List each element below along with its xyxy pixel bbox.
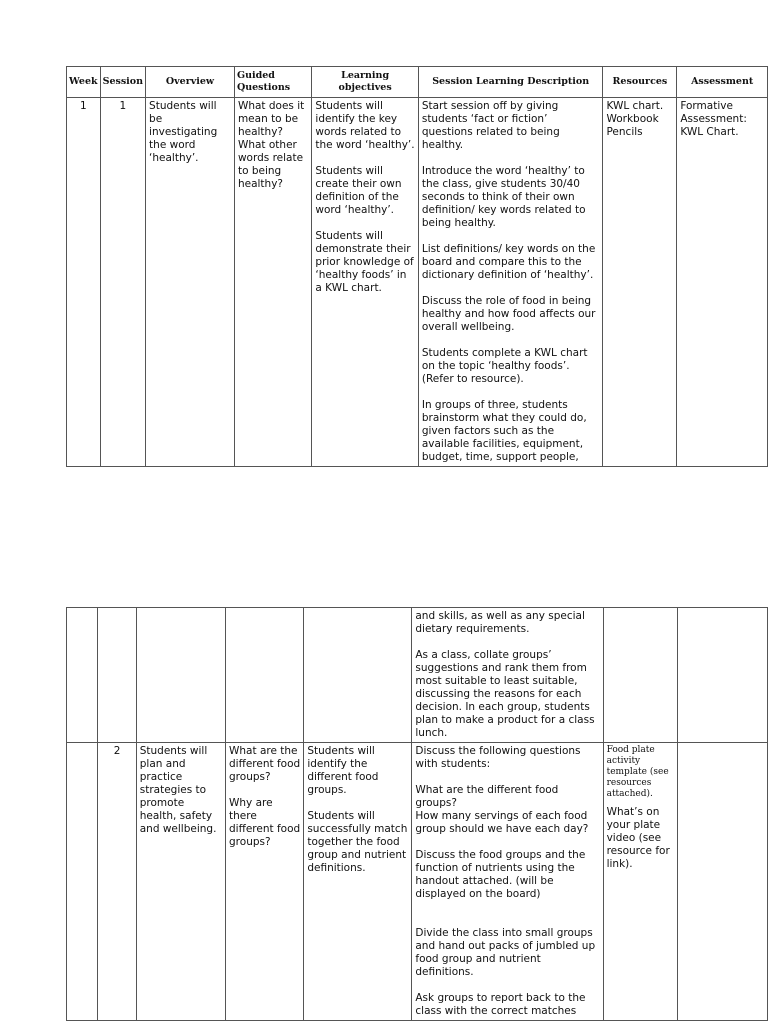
guided-questions-cell: [226, 608, 304, 743]
description-text: Discuss the role of food in being healthy and how food affects our overall wellbeing.: [421, 295, 596, 333]
description-text: and skills, as well as any special dietary requirements.: [415, 610, 585, 635]
lesson-plan-table-page-1: [66, 66, 768, 467]
description-cell: [412, 743, 603, 1021]
resource-text: Food plate activity template (see resources attached).: [606, 745, 669, 799]
description-text: Divide the class into small groups and hand out packs of jumbled up food group and nutrient definitions.: [415, 927, 596, 978]
overview-cell: Students will plan and practice strategies to promote health, safety and wellbeing.: [136, 743, 225, 1021]
objective-text: Students will create their own definition of the word ‘healthy’.: [315, 165, 402, 216]
description-text: List definitions/ key words on the board and compare this to the dictionary definition of ‘healthy’.: [421, 243, 596, 281]
header-session-description: Session Learning Description: [418, 67, 603, 98]
table-row: [67, 743, 768, 1021]
resources-cell: [603, 743, 677, 1021]
description-text: What are the different food groups? How many servings of each food group should we have each day?: [415, 784, 589, 835]
table-row: [67, 608, 768, 743]
description-text: As a class, collate groups’ suggestions and rank them from most suitable to least suitable, discussing the reasons for each decision. In each group, students plan to make a product for a class lunch.: [415, 649, 595, 739]
objectives-cell: [304, 743, 412, 1021]
objective-text: Students will identify the different food groups.: [307, 745, 379, 796]
header-week: Week: [67, 67, 101, 98]
description-text: Students complete a KWL chart on the topic ‘healthy foods’. (Refer to resource).: [421, 347, 588, 385]
description-text: In groups of three, students brainstorm what they could do, given factors such as the available facilities, equipment, budget, time, support people,: [421, 399, 587, 463]
header-resources: Resources: [603, 67, 677, 98]
guided-questions-cell: What does it mean to be healthy? What other words relate to being healthy?: [234, 98, 311, 467]
objective-text: Students will identify the key words related to the word ‘healthy’.: [315, 100, 415, 151]
week-cell: [67, 743, 98, 1021]
header-assessment: Assessment: [677, 67, 768, 98]
assessment-cell: [678, 743, 768, 1021]
guided-question-text: What are the different food groups?: [229, 745, 301, 783]
overview-cell: Students will be investigating the word ‘healthy’.: [146, 98, 235, 467]
session-cell: [98, 608, 136, 743]
header-overview: Overview: [146, 67, 235, 98]
objective-text: Students will demonstrate their prior knowledge of ‘healthy foods’ in a KWL chart.: [315, 230, 414, 294]
description-cell: [412, 608, 603, 743]
description-text: Discuss the following questions with students:: [415, 745, 581, 770]
resources-cell: [603, 608, 677, 743]
week-cell: [67, 608, 98, 743]
objective-text: Students will successfully match together the food group and nutrient definitions.: [307, 810, 408, 874]
description-cell: [418, 98, 603, 467]
objectives-cell: [312, 98, 418, 467]
week-cell: 1: [67, 98, 101, 467]
overview-cell: [136, 608, 225, 743]
header-row: [67, 67, 768, 98]
header-learning-objectives: Learning objectives: [312, 67, 418, 98]
resources-cell: KWL chart. Workbook Pencils: [603, 98, 677, 467]
table-row: [67, 98, 768, 467]
assessment-cell: [678, 608, 768, 743]
session-cell: 2: [98, 743, 136, 1021]
guided-questions-cell: [226, 743, 304, 1021]
description-text: Introduce the word ‘healthy’ to the class, give students 30/40 seconds to think of their own definition/ key words related to being healthy.: [421, 165, 586, 229]
session-cell: 1: [100, 98, 145, 467]
description-text: Ask groups to report back to the class with the correct matches: [415, 992, 586, 1017]
description-text: Start session off by giving students ‘fact or fiction’ questions related to being healthy.: [421, 100, 560, 151]
objectives-cell: [304, 608, 412, 743]
description-text: Discuss the food groups and the function of nutrients using the handout attached. (will be displayed on the board): [415, 849, 586, 900]
header-session: Session: [100, 67, 145, 98]
resource-text: What’s on your plate video (see resource for link).: [606, 806, 670, 870]
guided-question-text: Why are there different food groups?: [229, 797, 301, 848]
assessment-cell: Formative Assessment: KWL Chart.: [677, 98, 768, 467]
header-guided-questions: Guided Questions: [234, 67, 311, 98]
lesson-plan-table-page-2: [66, 607, 768, 1021]
